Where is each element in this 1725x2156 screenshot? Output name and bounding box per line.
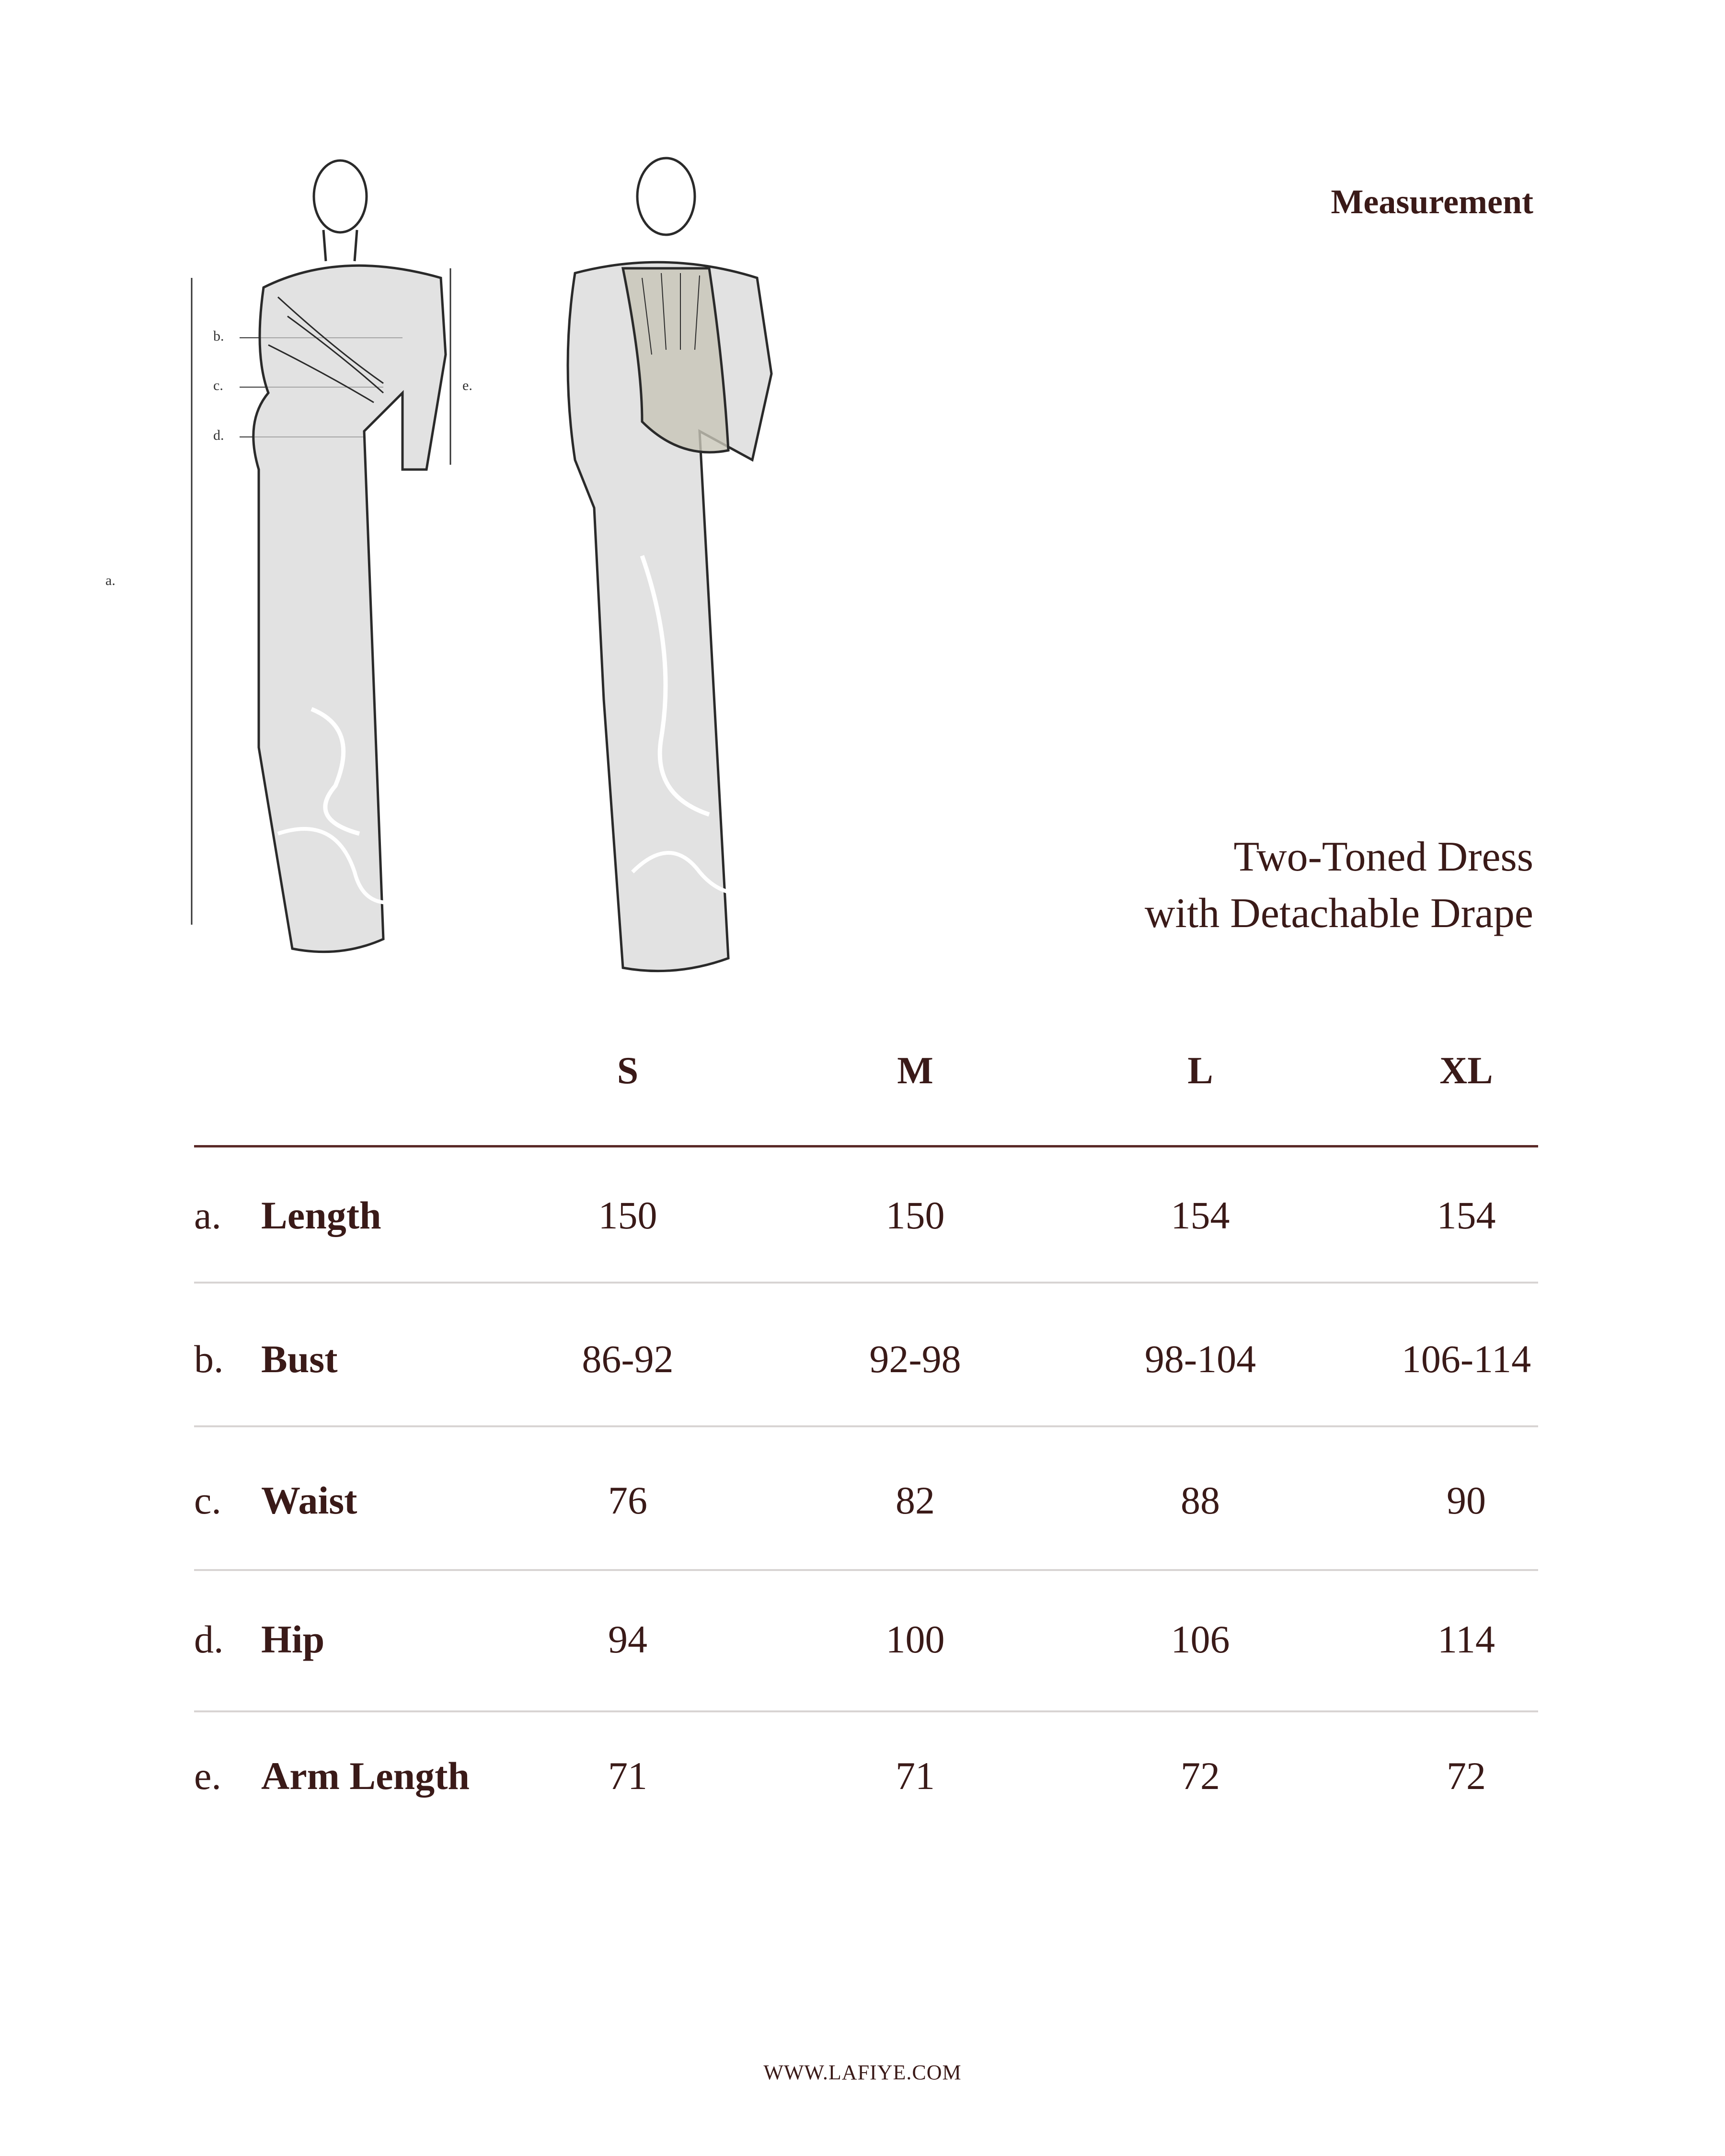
front-figure <box>253 161 446 952</box>
row-letter: b. <box>194 1337 224 1381</box>
row-label: Bust <box>261 1337 338 1381</box>
row-letter: d. <box>194 1617 224 1661</box>
cell-m: 150 <box>886 1193 945 1237</box>
table-row <box>194 1478 1538 1622</box>
dress-sketch <box>105 125 805 987</box>
cell-s: 71 <box>608 1754 647 1798</box>
col-header-l: L <box>1187 1050 1213 1092</box>
row-divider <box>194 1282 1538 1284</box>
cell-s: 150 <box>598 1193 657 1237</box>
back-figure <box>568 158 771 971</box>
sketch-label-d: d. <box>213 427 224 443</box>
row-label: Length <box>261 1193 381 1237</box>
col-header-xl: XL <box>1439 1050 1493 1092</box>
cell-xl: 106-114 <box>1401 1337 1531 1381</box>
col-header-s: S <box>617 1050 639 1092</box>
cell-m: 82 <box>896 1479 935 1522</box>
cell-s: 86-92 <box>582 1337 674 1381</box>
cell-s: 76 <box>608 1479 647 1522</box>
cell-m: 100 <box>886 1617 945 1661</box>
cell-l: 154 <box>1171 1193 1230 1237</box>
cell-l: 88 <box>1181 1479 1220 1522</box>
table-row <box>194 1193 1538 1337</box>
cell-xl: 72 <box>1447 1754 1486 1798</box>
cell-xl: 90 <box>1447 1479 1486 1522</box>
cell-l: 98-104 <box>1144 1337 1256 1381</box>
row-letter: a. <box>194 1193 221 1237</box>
sketch-label-a: a. <box>105 573 115 588</box>
cell-m: 71 <box>896 1754 935 1798</box>
row-label: Arm Length <box>261 1754 470 1798</box>
product-name-line2: with Detachable Drape <box>1144 890 1533 937</box>
row-letter: c. <box>194 1479 221 1522</box>
row-divider <box>194 1569 1538 1571</box>
row-letter: e. <box>194 1754 221 1798</box>
footer-url[interactable]: WWW.LAFIYE.COM <box>763 2061 962 2084</box>
cell-l: 106 <box>1171 1617 1230 1661</box>
header-divider <box>194 1145 1538 1147</box>
cell-l: 72 <box>1181 1754 1220 1798</box>
sketch-label-e: e. <box>462 378 472 393</box>
cell-xl: 154 <box>1437 1193 1496 1237</box>
sketch-label-c: c. <box>213 378 223 393</box>
row-divider <box>194 1425 1538 1427</box>
cell-xl: 114 <box>1438 1617 1495 1661</box>
cell-s: 94 <box>608 1617 647 1661</box>
col-header-m: M <box>897 1050 933 1092</box>
table-row <box>194 1754 1538 1897</box>
table-row <box>194 1617 1538 1761</box>
page-title: Measurement <box>1331 183 1533 221</box>
dress-sketch-svg <box>134 125 805 987</box>
row-label: Hip <box>261 1617 325 1661</box>
cell-m: 92-98 <box>869 1337 961 1381</box>
table-row <box>194 1337 1538 1480</box>
sketch-label-b: b. <box>213 328 224 344</box>
product-name <box>1145 829 1533 942</box>
row-label: Waist <box>261 1479 357 1522</box>
row-divider <box>194 1710 1538 1712</box>
product-name-line1: Two-Toned Dress <box>1233 834 1533 880</box>
